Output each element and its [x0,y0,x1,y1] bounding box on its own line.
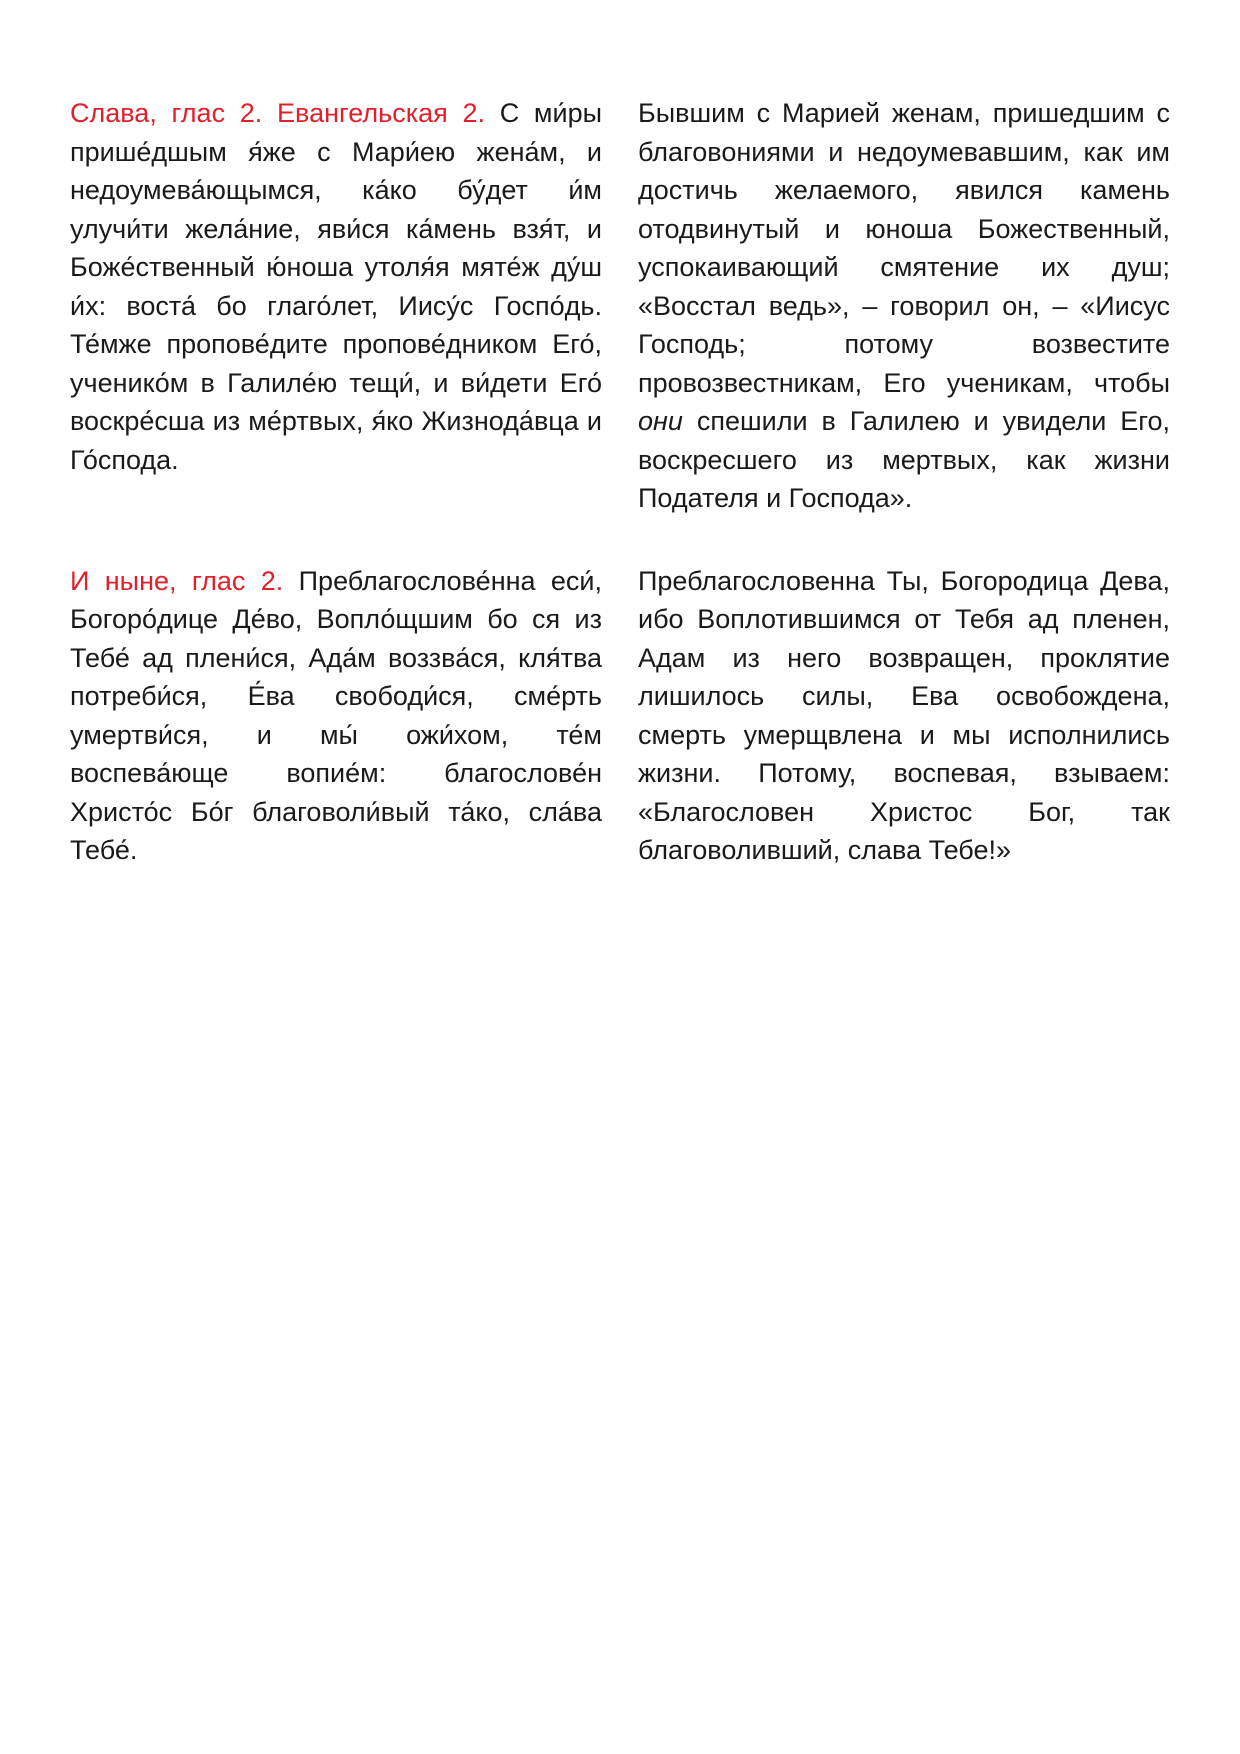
church-slavonic-column [70,94,602,518]
church-slavonic-column [70,562,602,870]
russian-text: Преблагословенна Ты, Богородица Дева, ибо Воплотившимся от Тебя ад пленен, Адам из него возвращен, проклятие лишилось силы, Ева освобождена, смерть умерщвлена и мы исполнились жизни. Потому, воспевая, взываем: «Благословен Христос Бог, так благоволивший, слава Тебе!» [638,565,1170,865]
russian-text-part-2: спешили в Галилею и увидели Его, воскресшего из мертвых, как жизни Подателя и Господа». [638,406,1170,513]
church-slavonic-text: Преблагослове́нна еси́, Богоро́дице Де́во, Вопло́щшим бо ся из Тебе́ ад плени́ся, Ада́м воззва́ся, кля́тва потреби́ся, Е́ва свободи́ся, сме́рть умертви́ся, и мы́ ожи́хом, те́м воспева́юще вопие́м: благослове́н Христо́с Бо́г благоволи́вый та́ко, сла́ва Тебе́. [70,565,602,865]
russian-text-part-1: Бывшим с Марией женам, пришедшим с благовониями и недоумевавшим, как им достичь желаемого, явился камень отодвинутый и юноша Божественный, успокаивающий смятение их душ; «Восстал ведь», – говорил он, – «Иисус Господь; потому возвестите провозвестникам, Его ученикам, чтобы [638,98,1170,398]
russian-translation-column [638,94,1170,518]
russian-translation-column [638,562,1170,870]
rubric-heading: Слава, глас 2. Евангельская 2. [70,98,485,128]
section-gospel-sticheron [70,94,1170,518]
russian-italic-word: они [638,406,683,436]
document-page [70,94,1170,914]
church-slavonic-text: С ми́ры прише́дшым я́же с Мари́ею жена́м, и недоумева́ющымся, ка́ко бу́дет и́м улучи́ти жела́ние, яви́ся ка́мень взя́т, и Боже́ственный ю́ноша утоля́я мяте́ж ду́ш и́х: воста́ бо глаго́лет, Иису́с Госпо́дь. Те́мже пропове́дите пропове́дником Его́, ученико́м в Галиле́ю тещи́, и ви́дети Его́ воскре́сша из ме́ртвых, я́ко Жизнода́вца и Го́спода. [70,98,602,475]
rubric-heading: И ныне, глас 2. [70,565,284,596]
section-theotokion [70,562,1170,870]
